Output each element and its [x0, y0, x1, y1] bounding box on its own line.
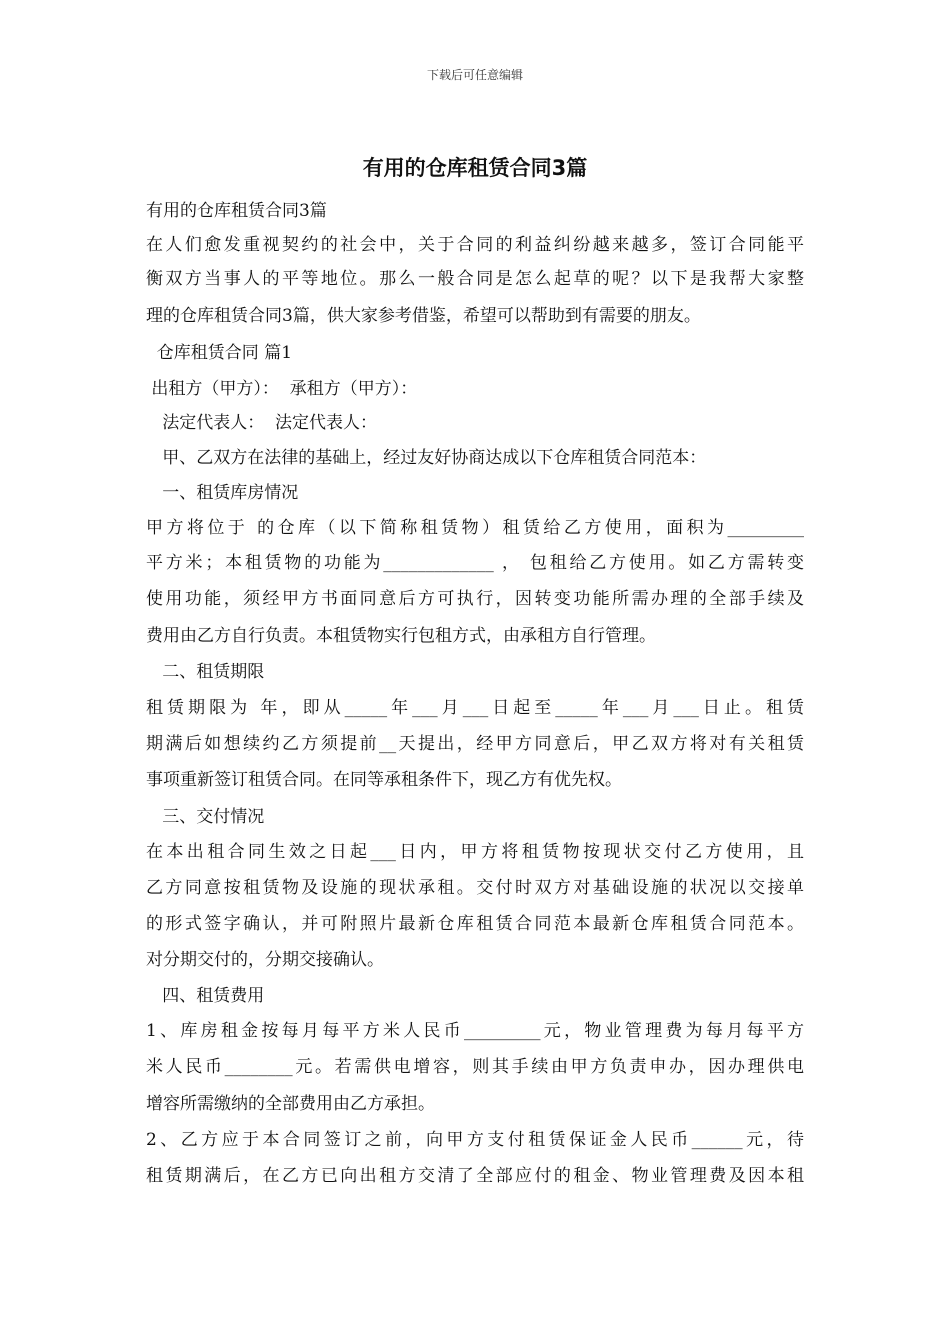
body-line: 的形式签字确认，并可附照片最新仓库租赁合同范本最新仓库租赁合同范本。 — [146, 914, 804, 934]
body-line: 1、库房租金按每月每平方米人民币_________元，物业管理费为每月每平方 — [146, 1021, 804, 1041]
body-line: 费用由乙方自行负责。本租赁物实行包租方式，由承租方自行管理。 — [146, 626, 656, 646]
body-line: 理的仓库租赁合同3篇，供大家参考借鉴，希望可以帮助到有需要的朋友。 — [146, 306, 701, 326]
body-line: 对分期交付的，分期交接确认。 — [146, 950, 384, 970]
body-line: 仓库租赁合同 篇1 — [146, 343, 293, 363]
body-line: 租赁期满后，在乙方已向出租方交清了全部应付的租金、物业管理费及因本租 — [146, 1166, 804, 1186]
body-line: 租赁期限为 年，即从_____年___月___日起至_____年___月___日止。租赁 — [146, 698, 804, 718]
body-line: 衡双方当事人的平等地位。那么一般合同是怎么起草的呢？以下是我帮大家整 — [146, 269, 804, 289]
body-line: 四、租赁费用 — [146, 986, 265, 1006]
body-line: 出租方（甲方）： 承租方（甲方）： — [146, 379, 418, 399]
body-line: 甲、乙双方在法律的基础上，经过友好协商达成以下仓库租赁合同范本： — [146, 448, 707, 468]
body-line: 有用的仓库租赁合同3篇 — [146, 201, 327, 221]
body-line: 2、乙方应于本合同签订之前，向甲方支付租赁保证金人民币______元，待 — [146, 1130, 804, 1150]
body-line: 期满后如想续约乙方须提前__天提出，经甲方同意后，甲乙双方将对有关租赁 — [146, 734, 804, 754]
body-line: 乙方同意按租赁物及设施的现状承租。交付时双方对基础设施的状况以交接单 — [146, 878, 804, 898]
body-line: 米人民币________元。若需供电增容，则其手续由甲方负责申办，因办理供电 — [146, 1057, 804, 1077]
body-line: 法定代表人： 法定代表人： — [146, 413, 378, 433]
body-line: 在人们愈发重视契约的社会中，关于合同的利益纠纷越来越多，签订合同能平 — [146, 235, 804, 255]
body-line: 在本出租合同生效之日起___日内，甲方将租赁物按现状交付乙方使用，且 — [146, 842, 804, 862]
document-title: 有用的仓库租赁合同3篇 — [362, 156, 588, 180]
body-line: 二、租赁期限 — [146, 662, 265, 682]
body-line: 事项重新签订租赁合同。在同等承租条件下，现乙方有优先权。 — [146, 770, 622, 790]
body-line: 平方米；本租赁物的功能为_____________ ， 包租给乙方使用。如乙方需转变 — [146, 553, 804, 573]
body-line: 一、租赁库房情况 — [146, 483, 299, 503]
body-line: 甲方将位于 的仓库（以下简称租赁物）租赁给乙方使用，面积为_________ — [146, 518, 804, 538]
body-line: 增容所需缴纳的全部费用由乙方承担。 — [146, 1094, 435, 1114]
body-line: 三、交付情况 — [146, 807, 265, 827]
page-header-note: 下载后可任意编辑 — [426, 68, 523, 82]
body-line: 使用功能，须经甲方书面同意后方可执行，因转变功能所需办理的全部手续及 — [146, 589, 804, 609]
